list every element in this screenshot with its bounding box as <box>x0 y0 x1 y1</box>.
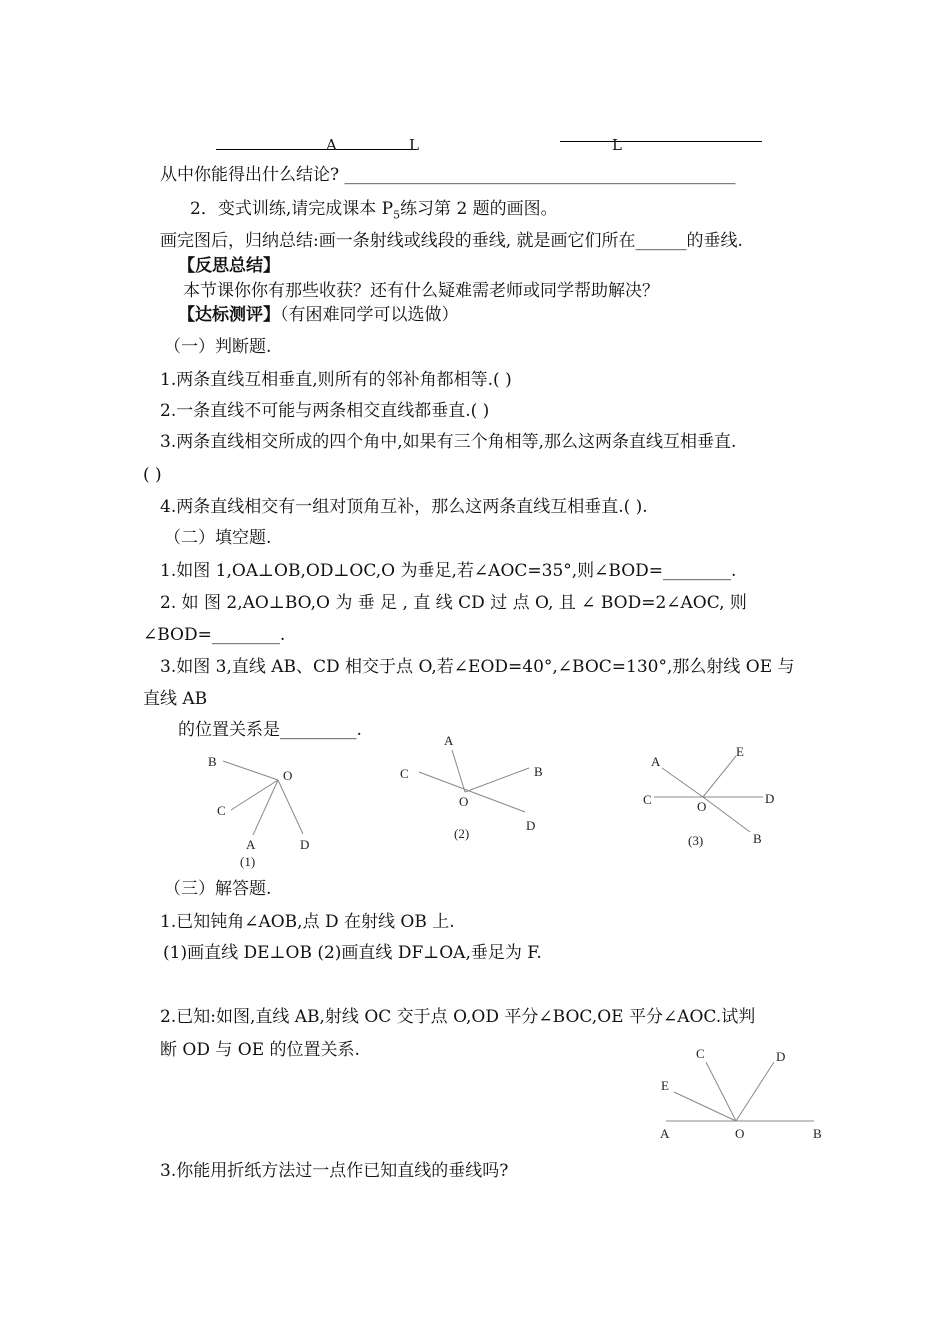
conclusion-line: 从中你能得出什么结论? ______________________________________________ <box>160 165 736 185</box>
figure-2 <box>392 730 552 842</box>
fig3-label-o: O <box>697 799 707 814</box>
ray-ob <box>465 768 529 792</box>
variant-training <box>190 198 558 226</box>
fill-3c: 的位置关系是_________. <box>178 720 362 740</box>
fill-1: 1.如图 1,OA⊥OB,OD⊥OC,O 为垂足,若∠AOC=35°,则∠BOD=________. <box>160 561 737 581</box>
fill-2b: ∠BOD=________. <box>143 625 286 645</box>
top-label-l2: L <box>612 136 622 154</box>
fig1-label-c: C <box>217 803 226 818</box>
q2-pre: 2．变式训练,请完成课本 P <box>190 199 394 219</box>
fig2-caption: (2) <box>454 826 470 841</box>
answer-1: 1.已知钝角∠AOB,点 D 在射线 OB 上. <box>160 912 455 932</box>
judge-3a: 3.两条直线相交所成的四个角中,如果有三个角相等,那么这两条直线互相垂直. <box>160 432 737 452</box>
fig1-label-d: D <box>300 837 310 852</box>
fig2-label-b: B <box>534 764 543 779</box>
ray-od <box>278 780 303 834</box>
top-label-l1: L <box>409 136 419 154</box>
judge-1: 1.两条直线互相垂直,则所有的邻补角都相等.( ) <box>160 370 512 390</box>
ray-ob <box>703 797 750 832</box>
reflect-question: 本节课你你有那些收获？还有什么疑难需老师或同学帮助解决？ <box>183 281 659 301</box>
fig3-caption: (3) <box>688 833 704 848</box>
answer-1b: (1)画直线 DE⊥OB (2)画直线 DF⊥OA,垂足为 F. <box>163 943 542 963</box>
ray-ob <box>223 761 278 780</box>
ray-oa <box>662 768 703 797</box>
fig1-label-b: B <box>208 754 217 769</box>
q2-post: 练习第 2 题的画图。 <box>400 199 558 219</box>
fig2-label-c: C <box>400 766 409 781</box>
fig4-label-o: O <box>735 1126 745 1141</box>
fill-2a: 2. 如 图 2,AO⊥BO,O 为 垂 足 , 直 线 CD 过 点 O, 且 ∠ BOD=2∠AOC, 则 <box>160 593 747 613</box>
fig1-label-o: O <box>283 768 293 783</box>
ray-oe <box>674 1092 736 1121</box>
fig1-caption: (1) <box>240 854 256 869</box>
fig1-label-a: A <box>246 837 256 852</box>
fig4-label-b: B <box>813 1126 822 1141</box>
fig3-label-b: B <box>753 831 762 846</box>
test-heading-row <box>178 304 459 326</box>
judge-3b: ( ) <box>143 465 162 485</box>
test-note: （有困难同学可以选做） <box>280 305 459 325</box>
top-rule-left <box>216 149 416 150</box>
top-rule-right <box>560 141 762 142</box>
fig3-label-a: A <box>651 754 661 769</box>
answer-3: 3.你能用折纸方法过一点作已知直线的垂线吗? <box>160 1161 509 1181</box>
ray-od <box>736 1062 774 1121</box>
answer-2b: 断 OD 与 OE 的位置关系. <box>160 1040 360 1060</box>
fig3-label-c: C <box>643 792 652 807</box>
summary-line: 画完图后，归纳总结:画一条射线或线段的垂线, 就是画它们所在______的垂线. <box>160 231 743 251</box>
figure-3 <box>640 740 790 852</box>
fig3-label-d: D <box>765 791 775 806</box>
figure-4 <box>650 1040 830 1150</box>
test-heading: 【达标测评】 <box>178 305 280 325</box>
fig2-label-a: A <box>444 733 454 748</box>
judge-2: 2.一条直线不可能与两条相交直线都垂直.( ) <box>160 401 490 421</box>
fig3-label-e: E <box>736 744 744 759</box>
q2-sub: 5 <box>393 208 401 222</box>
answer-2a: 2.已知:如图,直线 AB,射线 OC 交于点 O,OD 平分∠BOC,OE 平分∠AOC.试判 <box>160 1007 756 1027</box>
ray-oe <box>703 756 736 797</box>
top-label-a: A <box>326 136 337 154</box>
fig2-label-o: O <box>459 794 469 809</box>
fig2-label-d: D <box>526 818 536 833</box>
fill-3a: 3.如图 3,直线 AB、CD 相交于点 O,若∠EOD=40°,∠BOC=130°,那么射线 OE 与 <box>160 657 795 677</box>
fig4-label-e: E <box>661 1078 669 1093</box>
section-fill: （二）填空题. <box>164 528 272 548</box>
section-judge: （一）判断题. <box>164 337 272 357</box>
fill-3b: 直线 AB <box>143 689 208 709</box>
ray-oc <box>706 1062 736 1121</box>
reflect-heading: 【反思总结】 <box>178 256 280 276</box>
fig4-label-a: A <box>660 1126 670 1141</box>
fig4-label-d: D <box>776 1049 786 1064</box>
judge-4: 4.两条直线相交有一组对顶角互补，那么这两条直线互相垂直.( ). <box>160 497 648 517</box>
section-answer: （三）解答题. <box>164 879 272 899</box>
line-cd <box>419 772 525 812</box>
fig4-label-c: C <box>696 1046 705 1061</box>
figure-1 <box>195 752 325 870</box>
